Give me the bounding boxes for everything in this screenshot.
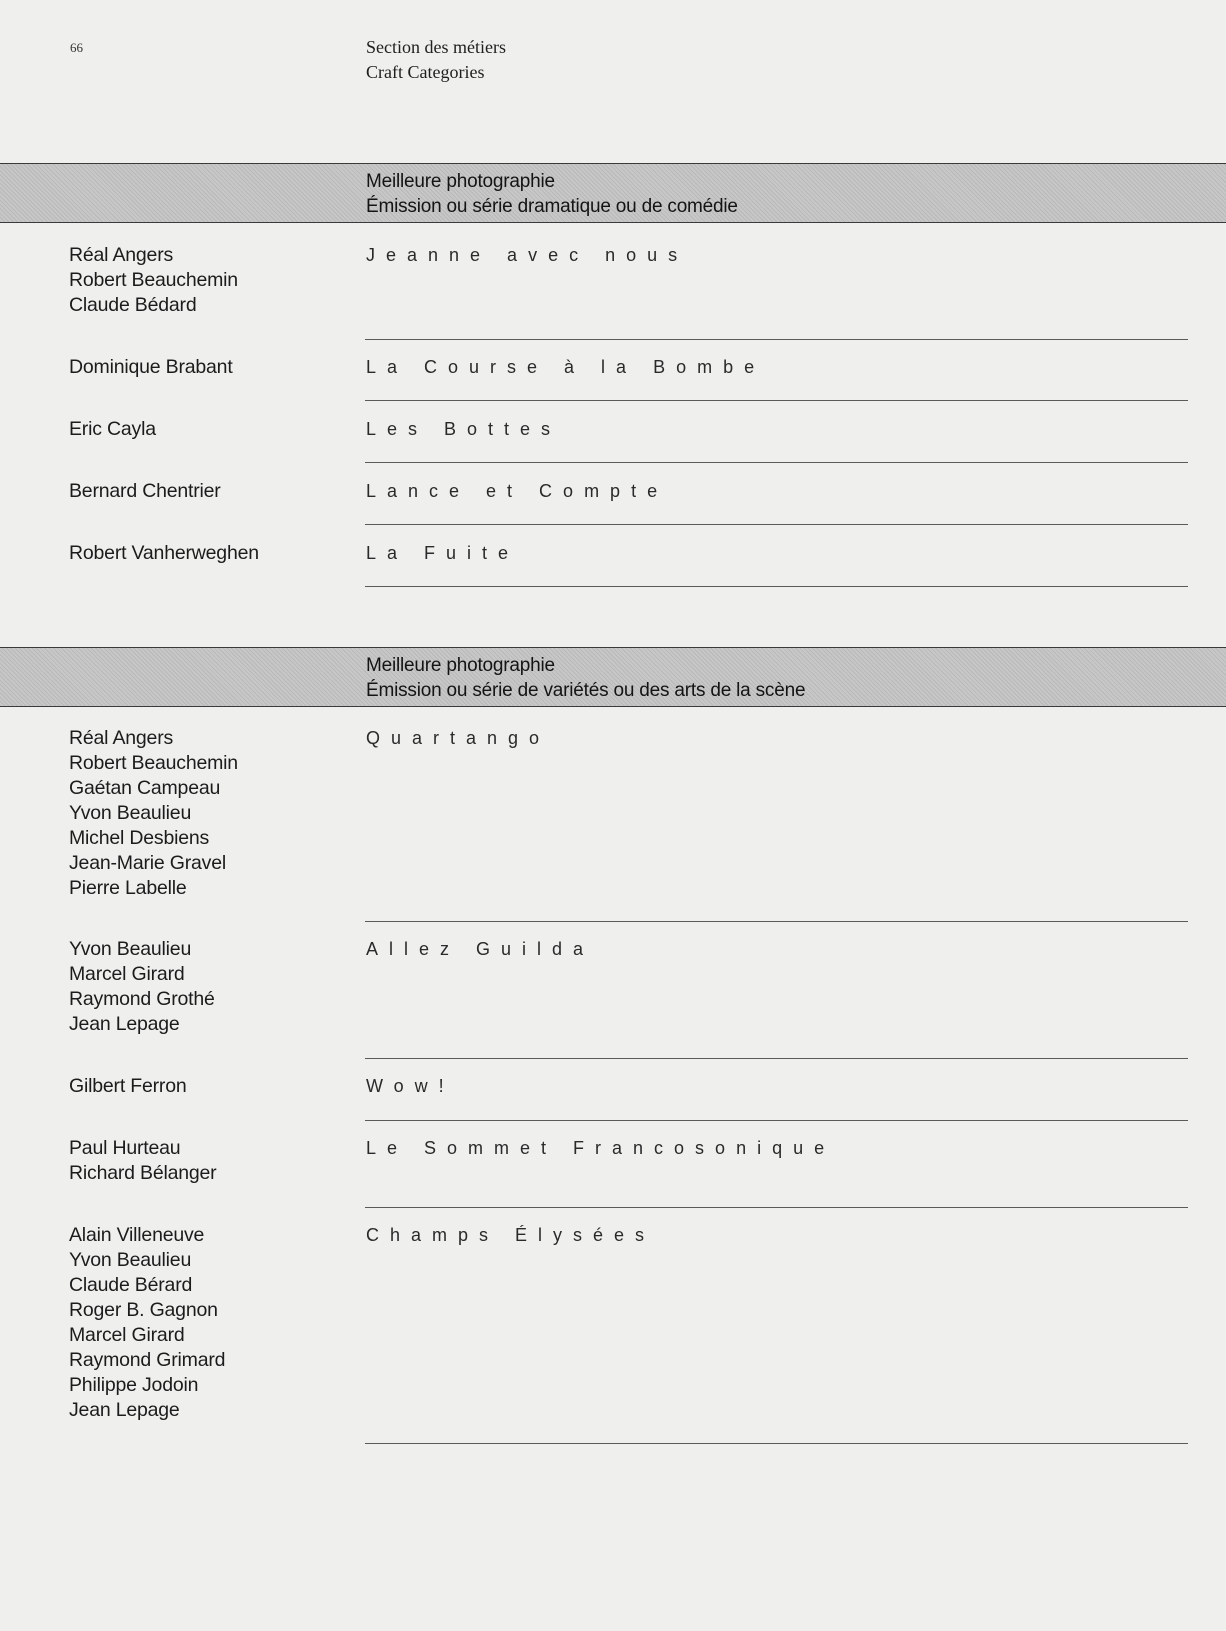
show-title: Wow! (366, 1076, 455, 1096)
show-title: Le Sommet Francosonique (366, 1138, 836, 1158)
show-title: Quartango (366, 728, 551, 748)
nominee-name: Robert Beauchemin (69, 269, 238, 291)
nominee-names (69, 355, 233, 380)
nominee-name: Jean-Marie Gravel (69, 852, 226, 874)
nominee-name: Gilbert Ferron (69, 1075, 187, 1097)
nominee-names (69, 243, 238, 318)
nominee-name: Claude Bédard (69, 294, 197, 316)
nominee-name: Pierre Labelle (69, 877, 187, 899)
section-title-fr: Section des métiers (366, 37, 506, 57)
nominee-name: Robert Vanherweghen (69, 542, 259, 564)
show-title: Jeanne avec nous (366, 245, 689, 265)
show-title: La Fuite (366, 543, 520, 563)
entry-divider (365, 339, 1188, 340)
nominee-name: Jean Lepage (69, 1013, 180, 1035)
nominee-names (69, 1223, 225, 1423)
category-band-variety (0, 647, 1226, 707)
nominee-name: Yvon Beaulieu (69, 1249, 192, 1271)
show-title: Champs Élysées (366, 1225, 656, 1245)
nominee-names (69, 1074, 187, 1099)
nominee-name: Roger B. Gagnon (69, 1299, 218, 1321)
nominee-name: Bernard Chentrier (69, 480, 221, 502)
nominee-name: Raymond Grothé (69, 988, 215, 1010)
nominee-name: Yvon Beaulieu (69, 938, 192, 960)
category-title: Meilleure photographie (366, 655, 555, 676)
entry-divider (365, 1120, 1188, 1121)
show-title: Allez Guilda (366, 939, 595, 959)
entry-divider (365, 462, 1188, 463)
show-title: Les Bottes (366, 419, 562, 439)
entry-divider (365, 921, 1188, 922)
nominee-name: Alain Villeneuve (69, 1224, 205, 1246)
nominee-name: Philippe Jodoin (69, 1374, 199, 1396)
entry-divider (365, 1443, 1188, 1444)
nominee-name: Raymond Grimard (69, 1349, 226, 1371)
entry-divider (365, 586, 1188, 587)
nominee-names (69, 541, 259, 566)
nominee-names (69, 417, 156, 442)
category-subtitle: Émission ou série de variétés ou des arts de la scène (366, 680, 806, 701)
nominee-names (69, 937, 215, 1037)
nominee-name: Paul Hurteau (69, 1137, 181, 1159)
show-title: Lance et Compte (366, 481, 669, 501)
category-title: Meilleure photographie (366, 171, 555, 192)
nominee-name: Réal Angers (69, 727, 174, 749)
section-title-en: Craft Categories (366, 62, 485, 82)
entry-divider (365, 524, 1188, 525)
entry-divider (365, 1207, 1188, 1208)
nominee-name: Marcel Girard (69, 1324, 185, 1346)
nominee-name: Michel Desbiens (69, 827, 210, 849)
nominee-name: Jean Lepage (69, 1399, 180, 1421)
entry-divider (365, 1058, 1188, 1059)
nominee-name: Dominique Brabant (69, 356, 233, 378)
nominee-names (69, 1136, 216, 1186)
nominee-name: Claude Bérard (69, 1274, 193, 1296)
section-header (366, 35, 506, 85)
nominee-name: Robert Beauchemin (69, 752, 238, 774)
category-band-drama (0, 163, 1226, 223)
nominee-name: Yvon Beaulieu (69, 802, 192, 824)
nominee-name: Eric Cayla (69, 418, 156, 440)
nominee-names (69, 479, 221, 504)
nominee-name: Gaétan Campeau (69, 777, 221, 799)
page-number: 66 (70, 40, 83, 55)
nominee-names (69, 726, 238, 901)
nominee-name: Marcel Girard (69, 963, 185, 985)
entry-divider (365, 400, 1188, 401)
nominee-name: Richard Bélanger (69, 1162, 217, 1184)
show-title: La Course à la Bombe (366, 357, 766, 377)
category-subtitle: Émission ou série dramatique ou de comédie (366, 196, 738, 217)
nominee-name: Réal Angers (69, 244, 174, 266)
